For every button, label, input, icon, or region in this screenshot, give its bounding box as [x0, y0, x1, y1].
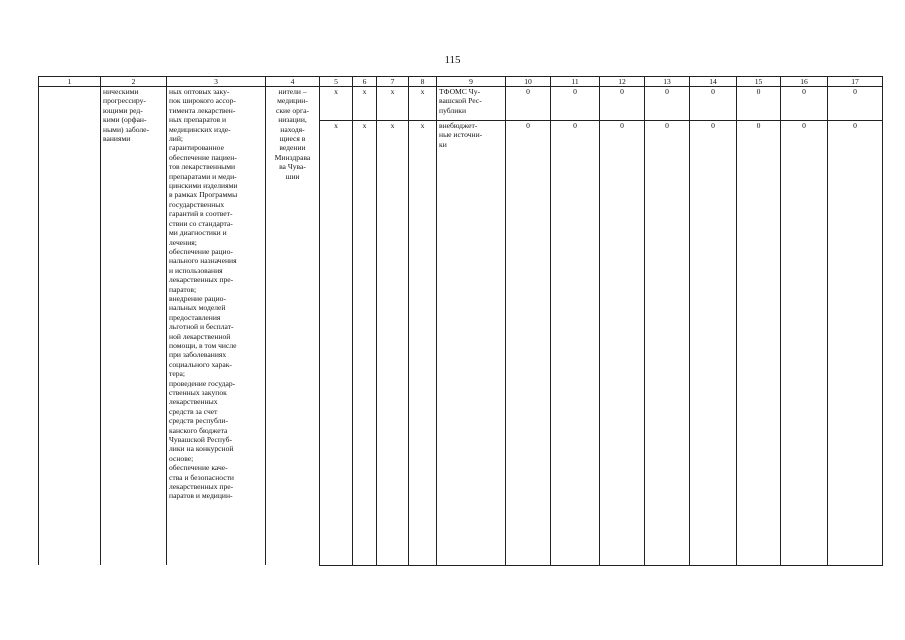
cell-value: 0	[737, 87, 781, 121]
col-header-10: 10	[506, 77, 551, 87]
cell-value: 0	[828, 87, 883, 121]
cell-value: 0	[600, 121, 645, 566]
cell-col1	[39, 87, 101, 566]
cell-value: 0	[737, 121, 781, 566]
cell-value: 0	[645, 121, 690, 566]
col-header-16: 16	[781, 77, 828, 87]
col-header-15: 15	[737, 77, 781, 87]
cell-value: 0	[551, 87, 600, 121]
cell-value: 0	[506, 87, 551, 121]
col-header-2: 2	[101, 77, 167, 87]
cell-x: х	[409, 121, 437, 566]
header-row	[39, 77, 883, 87]
cell-value: 0	[690, 87, 737, 121]
cell-x: х	[409, 87, 437, 121]
cell-value: 0	[645, 87, 690, 121]
cell-value: 0	[600, 87, 645, 121]
col-header-5: 5	[320, 77, 353, 87]
cell-source: внебюджет- ные источни- ки	[437, 121, 506, 566]
cell-value: 0	[781, 121, 828, 566]
col-header-9: 9	[437, 77, 506, 87]
col-header-8: 8	[409, 77, 437, 87]
cell-executors: нители – медицин- ские орга- низации, находя- щиеся в ведении Минздрава ва Чува- шии	[266, 87, 320, 566]
cell-disease: ническими прогрессиру- ющими ред- кими (орфан- ными) заболе- ваниями	[101, 87, 167, 566]
data-table	[38, 76, 883, 566]
col-header-17: 17	[828, 77, 883, 87]
page-number: 115	[444, 54, 461, 66]
col-header-12: 12	[600, 77, 645, 87]
cell-value: 0	[690, 121, 737, 566]
cell-value: 0	[551, 121, 600, 566]
cell-value: 0	[828, 121, 883, 566]
cell-x: х	[377, 121, 409, 566]
col-header-7: 7	[377, 77, 409, 87]
col-header-3: 3	[167, 77, 266, 87]
col-header-1: 1	[39, 77, 101, 87]
cell-x: х	[320, 87, 353, 121]
table-row	[39, 87, 883, 121]
col-header-6: 6	[353, 77, 377, 87]
cell-x: х	[377, 87, 409, 121]
cell-value: 0	[506, 121, 551, 566]
col-header-14: 14	[690, 77, 737, 87]
col-header-11: 11	[551, 77, 600, 87]
cell-activities: ных оптовых заку- пок широкого ассор- тимента лекарствен- ных препаратов и медицинских изде- лий; гарантированное обеспечение пациен- тов лекарственными препаратами и меди- цинскими изделиями в рамках Программы государственных гарантий в соответ- ствии со стандарта- ми диагностики и лечения; обеспечение рацио- нального назначения и использования лекарственных пре- паратов; внедрение рацио- нальных моделей предоставления льготной и бесплат- ной лекарственной помощи, в том числе при заболеваниях социального харак- тера; проведение государ- ственных закупок лекарственных средств за счет средств республи- канского бюджета Чувашской Респуб- лики на конкурсной основе; обеспечение каче- ства и безопасности лекарственных пре- паратов и медицин-	[167, 87, 266, 566]
cell-x: х	[353, 87, 377, 121]
cell-value: 0	[781, 87, 828, 121]
col-header-13: 13	[645, 77, 690, 87]
cell-x: х	[353, 121, 377, 566]
cell-x: х	[320, 121, 353, 566]
cell-source: ТФОМС Чу- вашской Рес- публики	[437, 87, 506, 121]
col-header-4: 4	[266, 77, 320, 87]
